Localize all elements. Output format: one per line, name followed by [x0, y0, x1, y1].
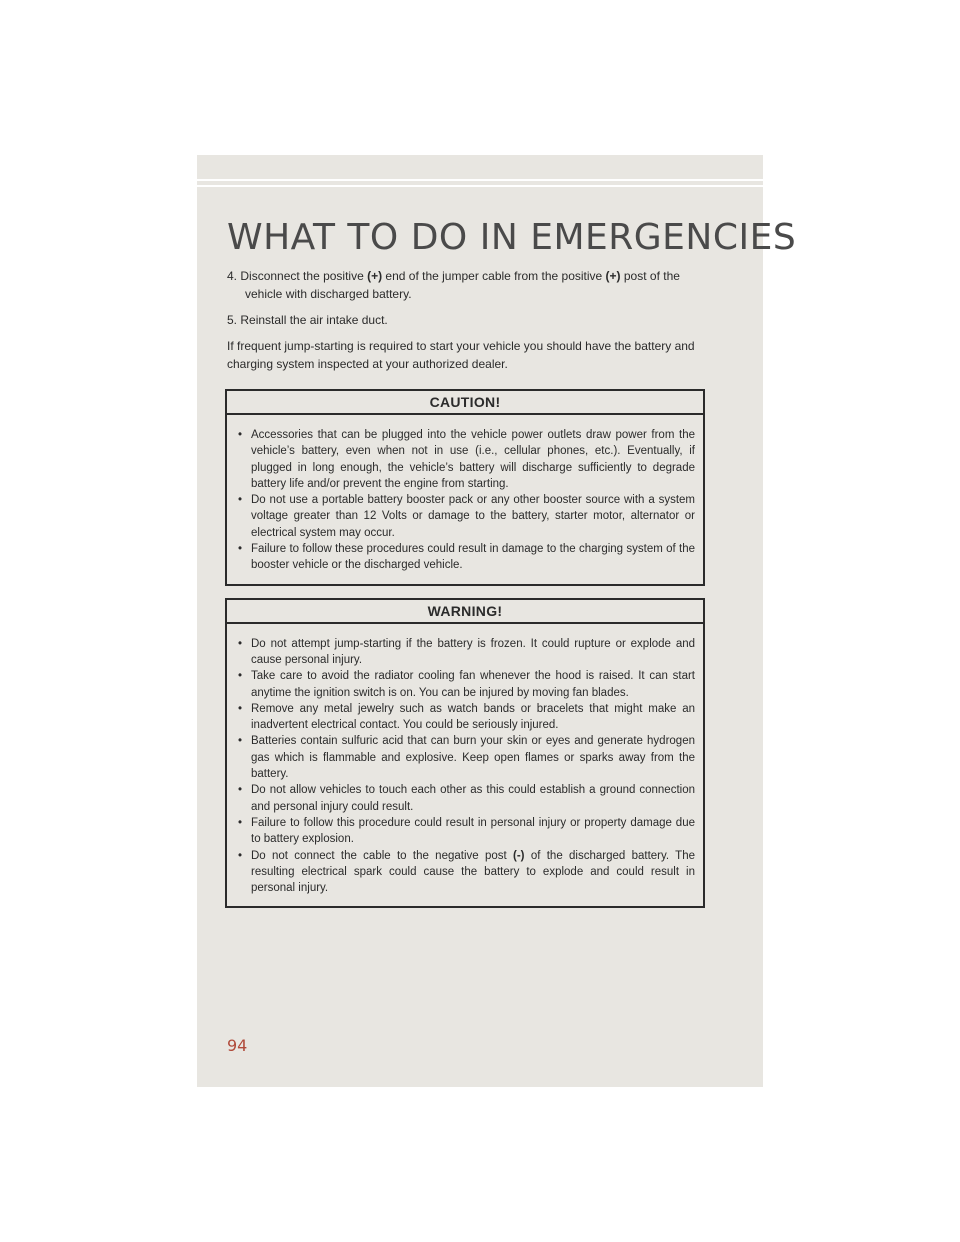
warning-item [235, 848, 695, 897]
page-content [227, 267, 707, 920]
warning-item: • Do not attempt jump-starting if the battery is frozen. It could rupture or explode and cause personal injury. [235, 636, 695, 669]
warning-item: • Do not allow vehicles to touch each other as this could establish a ground connection and personal injury could result. [235, 782, 695, 815]
caution-item: • Accessories that can be plugged into the vehicle power outlets draw power from the vehicle’s battery, even when not in use (i.e., cellular phones, etc.). Eventually, if plugged in long enough, the vehicle’s battery will discharge sufficiently to degrade battery life and/or prevent the engine from starting. [235, 427, 695, 492]
caution-box [225, 389, 705, 586]
section-title: WHAT TO DO IN EMERGENCIES [227, 217, 797, 259]
step-text: end of the jumper cable from the positive [382, 269, 606, 283]
header-rule-top [197, 179, 763, 181]
positive-symbol: (+) [367, 269, 383, 283]
body-paragraph: If frequent jump-starting is required to start your vehicle you should have the battery and charging system inspected at your authorized dealer. [227, 339, 695, 371]
caution-item: • Do not use a portable battery booster pack or any other booster source with a system voltage greater than 12 Volts or damage to the battery, starter motor, alternator or electrical system may occur. [235, 492, 695, 541]
step-item [227, 267, 707, 303]
step-number: 5. [227, 313, 238, 327]
manual-page [197, 155, 797, 1087]
step-text: Reinstall the air intake duct. [240, 313, 388, 327]
step-text: Disconnect the positive [240, 269, 368, 283]
warning-item: • Take care to avoid the radiator cooling fan whenever the hood is raised. It can start anytime the ignition switch is on. You can be injured by moving fan blades. [235, 668, 695, 701]
step-number: 4. [227, 269, 238, 283]
page-number: 94 [227, 1036, 248, 1055]
warning-text: of the discharged battery. The resulting electrical spark could cause the battery to explode and could result in personal injury. [251, 849, 695, 895]
warning-list [227, 624, 703, 907]
warning-item: • Batteries contain sulfuric acid that can burn your skin or eyes and generate hydrogen gas which is flammable and explosive. Keep open flames or sparks away from the battery. [235, 733, 695, 782]
step-item [227, 311, 707, 329]
positive-symbol: (+) [605, 269, 621, 283]
caution-title: CAUTION! [227, 391, 703, 415]
warning-title: WARNING! [227, 600, 703, 624]
step-text: post of the vehicle with discharged battery. [245, 269, 680, 301]
caution-item: • Failure to follow these procedures could result in damage to the charging system of the booster vehicle or the discharged vehicle. [235, 541, 695, 574]
header-rule-bottom [197, 185, 763, 187]
warning-item: • Failure to follow this procedure could result in personal injury or property damage due to battery explosion. [235, 815, 695, 848]
warning-box [225, 598, 705, 909]
caution-list [227, 415, 703, 584]
warning-item: • Remove any metal jewelry such as watch bands or bracelets that might make an inadvertent electrical contact. You could be seriously injured. [235, 701, 695, 734]
negative-symbol: (-) [513, 849, 525, 862]
warning-text: Do not connect the cable to the negative post [251, 849, 514, 862]
